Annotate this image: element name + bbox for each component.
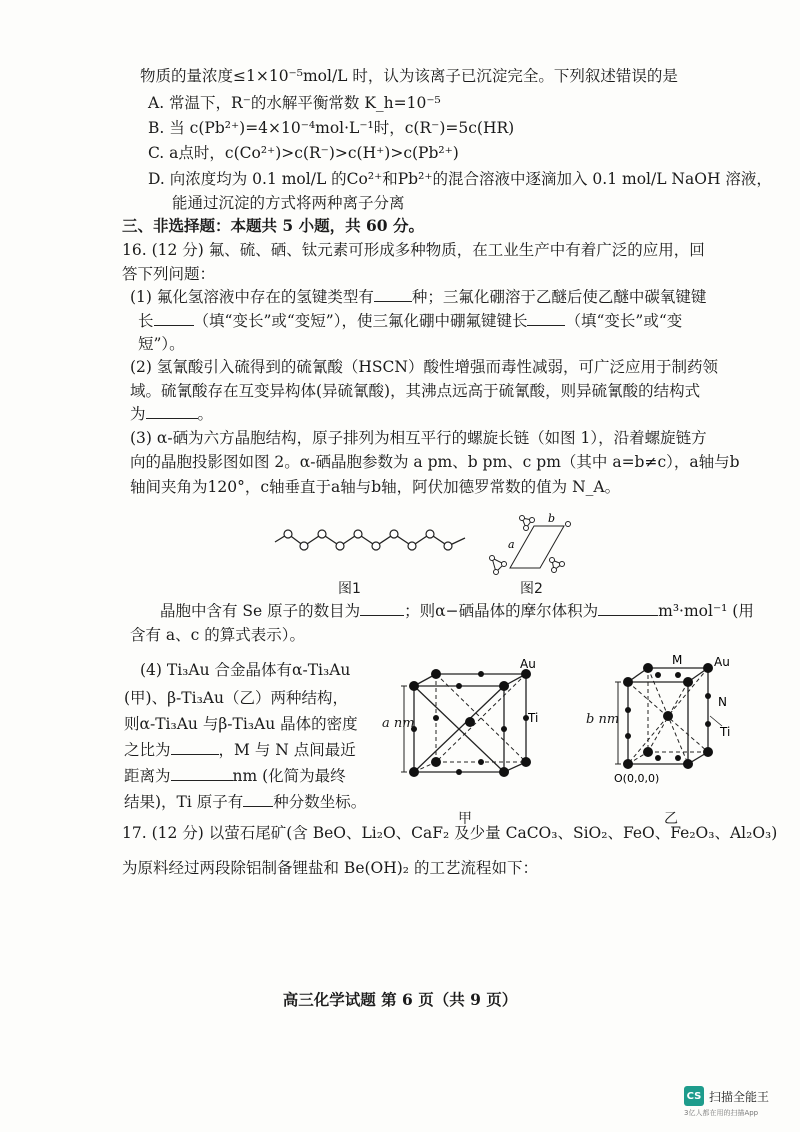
question-16-stem: 16. (12 分) 氟、硫、硒、钛元素可形成多种物质，在工业生产中有着广泛的应用，回	[122, 241, 705, 259]
figure-2-label-b: b	[548, 512, 556, 525]
answer-blank	[146, 404, 198, 419]
question-15-stem-tail: 物质的量浓度≤1×10⁻⁵mol/L 时，认为该离子已沉淀完全。下列叙述错误的是	[140, 67, 678, 85]
jia-caption: 甲	[458, 811, 472, 827]
question-16-stem-cont: 答下列问题：	[122, 265, 216, 283]
crystal-structure-jia	[400, 652, 550, 802]
page-footer: 高三化学试题 第 6 页（共 9 页）	[282, 990, 518, 1009]
q16-part4-line1: (4) Ti₃Au 合金晶体有α-Ti₃Au	[140, 661, 351, 679]
q16-part4-line6: 结果)，Ti 原子有 种分数坐标。	[124, 793, 367, 811]
figure-2-projection	[482, 512, 582, 582]
question-17-line2: 为原料经过两段除铝制备锂盐和 Be(OH)₂ 的工艺流程如下：	[122, 859, 538, 877]
q16-part3-question-line1: 晶胞中含有 Se 原子的数目为 ；则α−硒晶体的摩尔体积为 m³·mol⁻¹ (用	[160, 602, 754, 620]
yi-label-au: Au	[714, 655, 730, 669]
scanner-watermark	[684, 1086, 794, 1118]
question-17-line1: 17. (12 分) 以萤石尾矿(含 BeO、Li₂O、CaF₂ 及少量 CaCO₃、SiO₂、FeO、Fe₂O₃、Al₂O₃)	[122, 824, 778, 842]
scanner-slogan: 3亿人都在用的扫描App	[684, 1109, 759, 1117]
yi-label-side: b nm	[586, 712, 620, 727]
q16-part1-line1: (1) 氟化氢溶液中存在的氢键类型有 种；三氟化硼溶于乙醚后使乙醚中碳氧键键	[130, 288, 707, 306]
q16-part3-line3: 轴间夹角为120°，c轴垂直于a轴与b轴，阿伏加德罗常数的值为 N_A。	[130, 478, 621, 496]
figure-2-caption: 图2	[520, 581, 543, 597]
q16-part3-line1: (3) α-硒为六方晶胞结构，原子排列为相互平行的螺旋长链（如图 1），沿着螺旋链方	[130, 429, 707, 447]
yi-caption: 乙	[664, 811, 678, 827]
answer-blank	[154, 311, 194, 326]
scanner-app-name: 扫描全能王	[709, 1089, 770, 1104]
option-c: C. a点时，c(Co²⁺)>c(R⁻)>c(H⁺)>c(Pb²⁺)	[148, 144, 459, 162]
figure-2-label-a: a	[508, 538, 515, 551]
jia-label-ti: Ti	[528, 711, 539, 725]
answer-blank	[360, 601, 404, 616]
q16-part4-line3: 则α-Ti₃Au 与β-Ti₃Au 晶体的密度	[124, 715, 358, 733]
option-d: D. 向浓度均为 0.1 mol/L 的Co²⁺和Pb²⁺的混合溶液中逐滴加入 0.1 mol/L NaOH 溶液，	[148, 170, 772, 188]
crystal-structure-yi	[604, 652, 774, 802]
q16-part2-line2: 域。硫氰酸存在互变异构体(异硫氰酸)，其沸点远高于硫氰酸，则异硫氰酸的结构式	[130, 382, 701, 400]
section-heading: 三、非选择题：本题共 5 小题，共 60 分。	[122, 216, 424, 235]
answer-blank	[171, 766, 233, 781]
q16-part4-line2: (甲)、β-Ti₃Au（乙）两种结构，	[124, 689, 348, 707]
jia-label-au: Au	[520, 657, 536, 671]
yi-label-ti: Ti	[720, 725, 731, 739]
q16-part3-line2: 向的晶胞投影图如图 2。α-硒晶胞参数为 a pm、b pm、c pm（其中 a=b≠c），a轴与b	[130, 453, 740, 471]
yi-label-origin: O(0,0,0)	[614, 772, 660, 785]
q16-part1-line2: 长 （填“变长”或“变短”），使三氟化硼中硼氟键键长 （填“变长”或“变	[138, 312, 683, 330]
q16-part4-line5: 距离为 nm (化简为最终	[124, 767, 346, 785]
q16-part3-question-line2: 含有 a、c 的算式表示）。	[130, 626, 306, 644]
q16-part4-line4: 之比为 ，M 与 N 点间最近	[124, 741, 356, 759]
yi-label-m: M	[672, 653, 683, 667]
option-b: B. 当 c(Pb²⁺)=4×10⁻⁴mol·L⁻¹时，c(R⁻)=5c(HR)	[148, 119, 515, 137]
answer-blank	[598, 601, 658, 616]
figure-1-caption: 图1	[338, 581, 361, 597]
option-a: A. 常温下，R⁻的水解平衡常数 K_h=10⁻⁵	[148, 94, 441, 112]
q16-part2-line3: 为 。	[130, 405, 214, 423]
answer-blank	[243, 792, 273, 807]
answer-blank	[171, 740, 219, 755]
scanner-logo-icon: CS	[684, 1086, 704, 1106]
figure-1-helix-chain	[270, 520, 470, 560]
q16-part1-line3: 短”）。	[138, 335, 185, 353]
option-d-cont: 能通过沉淀的方式将两种离子分离	[172, 194, 405, 212]
jia-label-side: a nm	[382, 716, 415, 731]
answer-blank	[374, 287, 412, 302]
q16-part2-line1: (2) 氢氰酸引入硫得到的硫氰酸（HSCN）酸性增强而毒性减弱，可广泛应用于制药领	[130, 358, 718, 376]
yi-label-n: N	[718, 695, 727, 709]
answer-blank	[527, 311, 565, 326]
